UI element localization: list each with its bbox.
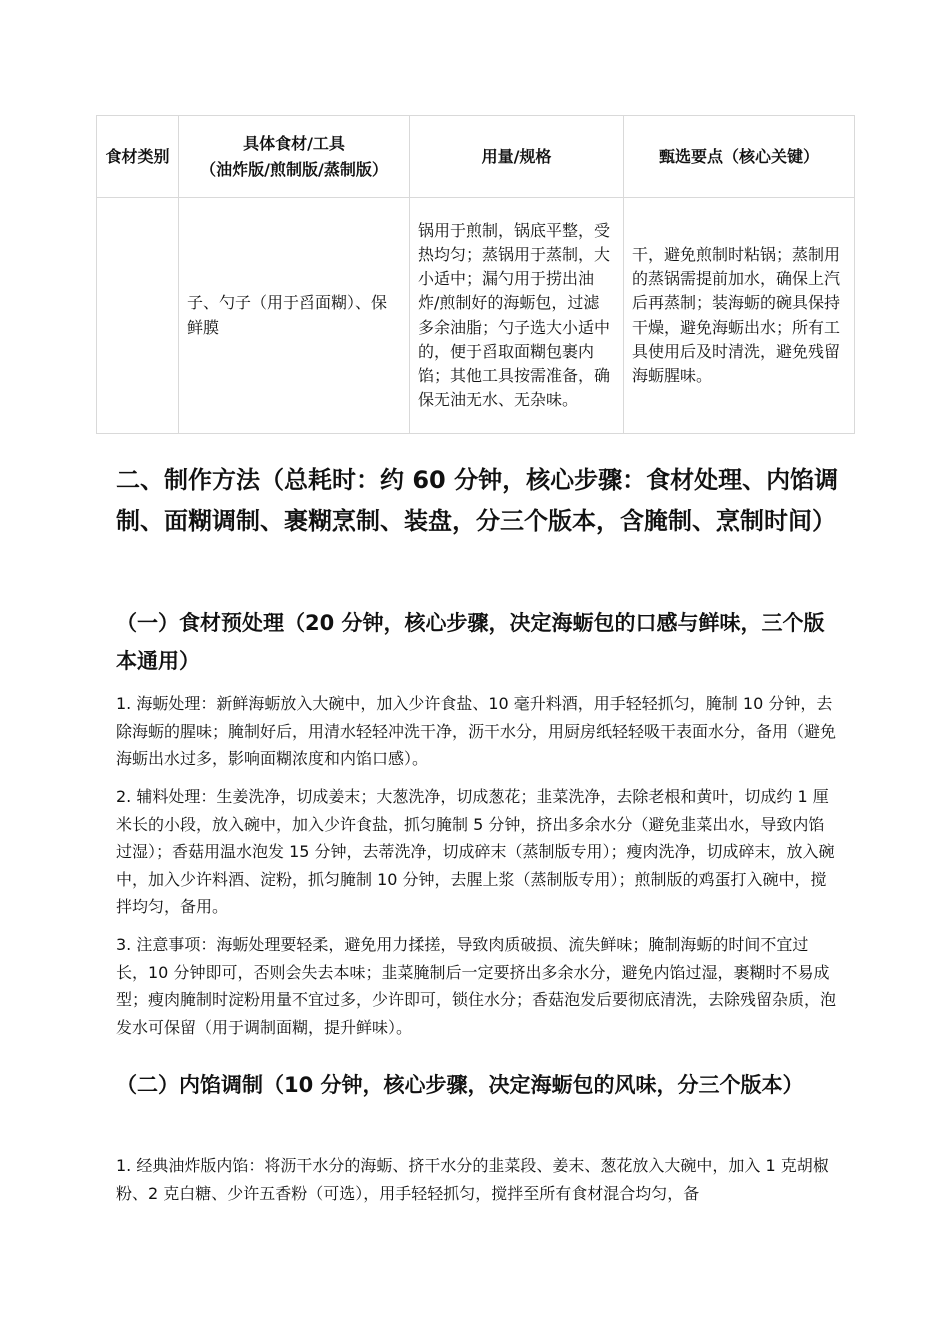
- header-items: [179, 116, 410, 198]
- paragraph-fried-filling: 1. 经典油炸版内馅：将沥干水分的海蛎、挤干水分的韭菜段、姜末、葱花放入大碗中，加入 1 克胡椒粉、2 克白糖、少许五香粉（可选），用手轻轻抓匀，搅拌至所有食材混合均匀，备: [116, 1156, 829, 1203]
- table-row: [97, 198, 855, 434]
- header-items-line1: 具体食材/工具: [243, 133, 345, 153]
- ingredients-table: [96, 115, 855, 434]
- header-tips: 甄选要点（核心关键）: [624, 116, 855, 198]
- paragraph-ingredient-processing: 2. 辅料处理：生姜洗净，切成姜末；大葱洗净，切成葱花；韭菜洗净，去除老根和黄叶，切成约 1 厘米长的小段，放入碗中，加入少许食盐，抓匀腌制 5 分钟，挤出多余水分（避免韭菜出水，导致内馅过湿）；香菇用温水泡发 15 分钟，去蒂洗净，切成碎末（蒸制版专用）；瘦肉洗净，切成碎末，放入碗中，加入少许料酒、淀粉，抓匀腌制 10 分钟，去腥上浆（蒸制版专用）；煎制版的鸡蛋打入碗中，搅拌均匀，备用。: [116, 787, 835, 917]
- table-header-row: [97, 116, 855, 198]
- paragraph-precautions: 3. 注意事项：海蛎处理要轻柔，避免用力揉搓，导致肉质破损、流失鲜味；腌制海蛎的时间不宜过长，10 分钟即可，否则会失去本味；韭菜腌制后一定要挤出多余水分，避免内馅过湿，裹糊时不易成型；瘦肉腌制时淀粉用量不宜过多，少许即可，锁住水分；香菇泡发后要彻底清洗，去除残留杂质，泡发水可保留（用于调制面糊，提升鲜味）。: [116, 935, 837, 1037]
- cell-tips: 干，避免煎制时粘锅；蒸制用的蒸锅需提前加水，确保上汽后再蒸制；装海蛎的碗具保持干燥，避免海蛎出水；所有工具使用后及时清洗，避免残留海蛎腥味。: [624, 198, 855, 434]
- cell-category: [97, 198, 179, 434]
- subsection-heading-preprocess: （一）食材预处理（20 分钟，核心步骤，决定海蛎包的口感与鲜味，三个版本通用）: [116, 611, 825, 673]
- cell-items: 子、勺子（用于舀面糊）、保鲜膜: [179, 198, 410, 434]
- section-heading-methods: 二、制作方法（总耗时：约 60 分钟，核心步骤：食材处理、内馅调制、面糊调制、裹糊烹制、装盘，分三个版本，含腌制、烹制时间）: [116, 466, 839, 535]
- header-items-line2: （油炸版/煎制版/蒸制版）: [200, 159, 388, 179]
- cell-amount: 锅用于煎制，锅底平整，受热均匀；蒸锅用于蒸制，大小适中；漏勺用于捞出油炸/煎制好的海蛎包，过滤多余油脂；勺子选大小适中的，便于舀取面糊包裹内馅；其他工具按需准备，确保无油无水、无杂味。: [410, 198, 624, 434]
- subsection-heading-filling: （二）内馅调制（10 分钟，核心步骤，决定海蛎包的风味，分三个版本）: [116, 1073, 804, 1097]
- paragraph-oyster-processing: 1. 海蛎处理：新鲜海蛎放入大碗中，加入少许食盐、10 毫升料酒，用手轻轻抓匀，腌制 10 分钟，去除海蛎的腥味；腌制好后，用清水轻轻冲洗干净，沥干水分，用厨房纸轻轻吸干表面水分，备用（避免海蛎出水过多，影响面糊浓度和内馅口感）。: [116, 694, 837, 769]
- header-amount: 用量/规格: [410, 116, 624, 198]
- header-category: 食材类别: [97, 116, 179, 198]
